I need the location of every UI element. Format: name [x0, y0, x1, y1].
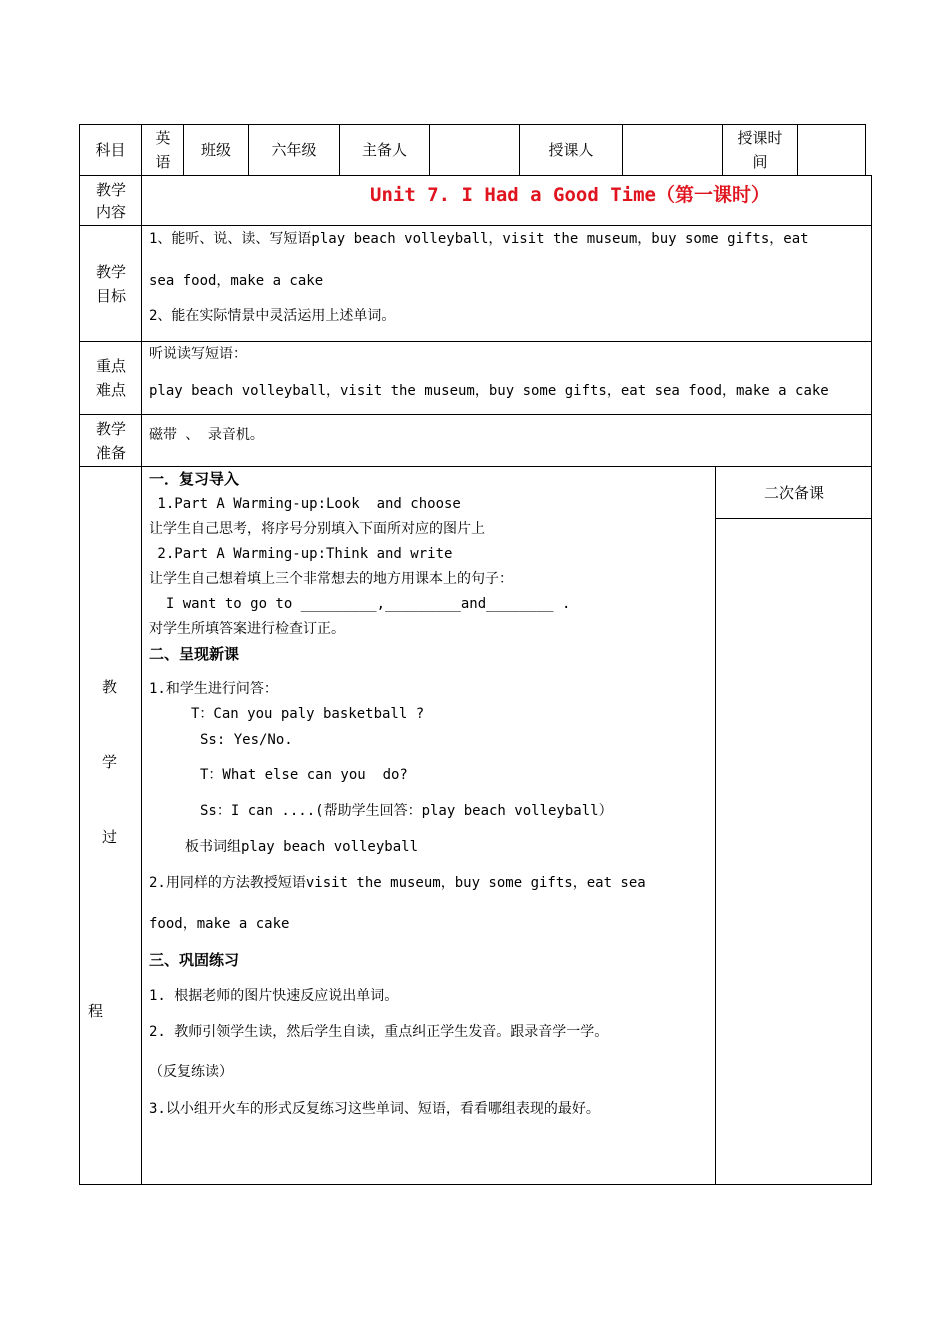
- preparer-value: [430, 125, 519, 175]
- lesson-title: Unit 7. I Had a Good Time（第一课时）: [370, 184, 770, 206]
- class-value: 六年级: [271, 141, 317, 159]
- process-line: 对学生所填答案进行检查订正。: [149, 621, 345, 637]
- process-label-char: 学: [102, 753, 118, 771]
- process-line: 1.Part A Warming-up:Look and choose: [149, 496, 461, 512]
- row-divider: [79, 414, 872, 415]
- second-prep-header: 二次备课: [763, 483, 824, 502]
- process-line: 让学生自己想着填上三个非常想去的地方用课本上的句子：: [149, 571, 513, 587]
- goals-line-3: 2、能在实际情景中灵活运用上述单词。: [149, 308, 396, 324]
- process-line: 2. 教师引领学生读，然后学生自读，重点纠正学生发音。跟录音学一学。: [149, 1024, 609, 1040]
- teacher-value: [623, 125, 722, 175]
- process-line: 2.Part A Warming-up:Think and write: [149, 546, 453, 562]
- process-line: 1.和学生进行问答：: [149, 681, 278, 697]
- goals-line-1: 1、能听、说、读、写短语play beach volleyball，visit the museum，buy some gifts，eat: [149, 231, 809, 247]
- teacher-label: 授课人: [548, 141, 594, 159]
- process-label-char: 教: [102, 678, 118, 696]
- section-heading: 一．复习导入: [149, 470, 240, 488]
- preparer-label: 主备人: [361, 141, 407, 159]
- process-line: I want to go to _________,_________and________ .: [149, 596, 571, 612]
- label-column-divider: [141, 175, 142, 1185]
- process-line: （反复练读）: [149, 1064, 233, 1080]
- divider: [141, 124, 142, 176]
- process-line: 2.用同样的方法教授短语visit the museum，buy some gifts，eat sea: [149, 875, 646, 891]
- content-label: 教学内容: [95, 180, 126, 221]
- subject-value: 英语: [155, 129, 171, 171]
- row-divider: [79, 341, 872, 342]
- class-label: 班级: [200, 141, 231, 159]
- notes-column-divider: [715, 466, 716, 1185]
- goals-line-2: sea food，make a cake: [149, 273, 324, 289]
- section-heading: 二、呈现新课: [149, 645, 240, 663]
- prep-label: 教学准备: [95, 419, 126, 462]
- notes-header-divider: [715, 518, 872, 519]
- goals-label: 教学目标: [95, 262, 126, 305]
- prep-text: 磁带 、 录音机。: [149, 427, 264, 443]
- key-points-line-1: 听说读写短语：: [149, 346, 247, 362]
- process-label-char: 过: [102, 828, 118, 846]
- process-label-char: 程: [88, 1002, 104, 1020]
- key-points-label: 重点难点: [95, 357, 126, 399]
- divider: [722, 124, 723, 176]
- process-line: 3.以小组开火车的形式反复练习这些单词、短语，看看哪组表现的最好。: [149, 1101, 600, 1117]
- process-line: T：Can you paly basketball ?: [191, 706, 425, 722]
- process-line: Ss: Yes/No.: [200, 732, 293, 748]
- process-line: 板书词组play beach volleyball: [185, 839, 419, 855]
- key-points-line-2: play beach volleyball，visit the museum，buy some gifts，eat sea food，make a cake: [149, 383, 829, 399]
- section-heading: 三、巩固练习: [149, 951, 240, 969]
- row-divider: [79, 225, 872, 226]
- process-line: Ss：I can ....(帮助学生回答：play beach volleyball）: [200, 803, 613, 819]
- time-value: [798, 125, 865, 175]
- subject-label: 科目: [95, 141, 126, 159]
- process-line: food，make a cake: [149, 916, 290, 932]
- time-label: 授课时间: [737, 129, 783, 171]
- process-line: 1. 根据老师的图片快速反应说出单词。: [149, 988, 399, 1004]
- process-line: T：What else can you do?: [200, 767, 408, 783]
- process-line: 让学生自己思考，将序号分别填入下面所对应的图片上: [149, 521, 485, 537]
